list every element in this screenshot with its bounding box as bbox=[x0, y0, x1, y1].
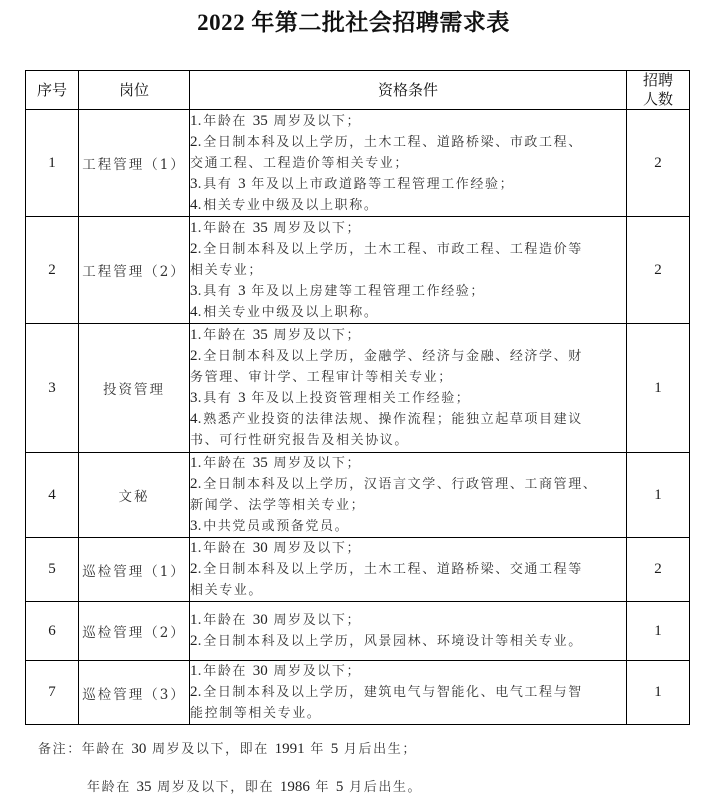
requirement-line: 3.具有 3 年及以上市政道路等工程管理工作经验； bbox=[190, 175, 515, 192]
cell-index: 7 bbox=[26, 661, 79, 725]
requirement-line: 新闻学、法学等相关专业； bbox=[190, 498, 366, 513]
cell-index: 4 bbox=[26, 453, 79, 538]
requirement-line: 1.年龄在 30 周岁及以下； bbox=[190, 540, 362, 556]
header-index: 序号 bbox=[26, 71, 79, 110]
requirement-line: 交通工程、工程造价等相关专业； bbox=[190, 155, 410, 171]
requirement-line: 3.具有 3 年及以上投资管理相关工作经验； bbox=[190, 390, 471, 406]
cell-index: 6 bbox=[26, 602, 79, 661]
cell-requirements bbox=[190, 661, 627, 725]
cell-count: 1 bbox=[627, 324, 690, 453]
cell-requirements bbox=[190, 324, 627, 453]
recruitment-table bbox=[25, 70, 690, 725]
cell-index: 1 bbox=[26, 110, 79, 217]
cell-count: 1 bbox=[627, 661, 690, 725]
cell-index: 2 bbox=[26, 217, 79, 324]
requirement-line: 2.全日制本科及以上学历，土木工程、道路桥梁、市政工程、 bbox=[190, 133, 583, 150]
requirement-line: 2.全日制本科及以上学历，金融学、经济与金融、经济学、财 bbox=[190, 348, 583, 364]
cell-position: 巡检管理（3） bbox=[79, 661, 190, 725]
requirement-line: 1.年龄在 30 周岁及以下； bbox=[190, 612, 362, 628]
requirement-line: 1.年龄在 35 周岁及以下； bbox=[190, 112, 362, 129]
header-count-line1: 招聘 bbox=[642, 71, 673, 89]
header-position: 岗位 bbox=[79, 71, 190, 110]
table-body bbox=[26, 110, 690, 725]
cell-requirements bbox=[190, 110, 627, 217]
cell-count: 2 bbox=[627, 538, 690, 602]
cell-position: 投资管理 bbox=[79, 324, 190, 453]
cell-requirements bbox=[190, 217, 627, 324]
cell-position: 工程管理（2） bbox=[79, 217, 190, 324]
table-row bbox=[26, 602, 690, 661]
cell-position: 工程管理（1） bbox=[79, 110, 190, 217]
header-count-line2: 人数 bbox=[642, 90, 673, 108]
cell-requirements bbox=[190, 538, 627, 602]
cell-count: 2 bbox=[627, 217, 690, 324]
requirement-line: 4.相关专业中级及以上职称。 bbox=[190, 196, 379, 213]
requirement-line: 相关专业。 bbox=[190, 583, 264, 598]
requirement-line: 书、可行性研究报告及相关协议。 bbox=[190, 433, 410, 448]
requirement-line: 相关专业； bbox=[190, 262, 264, 278]
table-row bbox=[26, 538, 690, 602]
requirement-line: 2.全日制本科及以上学历，风景园林、环境设计等相关专业。 bbox=[190, 633, 583, 649]
note-line-2: 年龄在 35 周岁及以下，即在 1986 年 5 月后出生。 bbox=[87, 779, 423, 795]
cell-requirements bbox=[190, 453, 627, 538]
table-row bbox=[26, 661, 690, 725]
requirement-line: 2.全日制本科及以上学历，土木工程、市政工程、工程造价等 bbox=[190, 240, 583, 257]
requirement-line: 4.相关专业中级及以上职称。 bbox=[190, 303, 379, 320]
table-row bbox=[26, 217, 690, 324]
cell-count: 1 bbox=[627, 602, 690, 661]
requirement-line: 1.年龄在 35 周岁及以下； bbox=[190, 219, 362, 236]
header-requirements: 资格条件 bbox=[190, 71, 627, 110]
requirement-line: 2.全日制本科及以上学历，土木工程、道路桥梁、交通工程等 bbox=[190, 561, 583, 577]
cell-count: 1 bbox=[627, 453, 690, 538]
requirement-line: 能控制等相关专业。 bbox=[190, 706, 322, 721]
note-line-1: 备注：年龄在 30 周岁及以下，即在 1991 年 5 月后出生； bbox=[38, 741, 417, 757]
page-title: 2022 年第二批社会招聘需求表 bbox=[197, 10, 510, 35]
requirement-line: 2.全日制本科及以上学历，建筑电气与智能化、电气工程与智 bbox=[190, 684, 583, 700]
requirement-line: 务管理、审计学、工程审计等相关专业； bbox=[190, 370, 453, 385]
cell-index: 3 bbox=[26, 324, 79, 453]
table-row bbox=[26, 324, 690, 453]
cell-requirements bbox=[190, 602, 627, 661]
table-row bbox=[26, 110, 690, 217]
table-header-row bbox=[26, 71, 690, 110]
cell-count: 2 bbox=[627, 110, 690, 217]
requirement-line: 3.中共党员或预备党员。 bbox=[190, 518, 350, 534]
requirement-line: 3.具有 3 年及以上房建等工程管理工作经验； bbox=[190, 282, 486, 299]
cell-position: 文秘 bbox=[79, 453, 190, 538]
requirement-line: 1.年龄在 35 周岁及以下； bbox=[190, 327, 362, 343]
requirement-line: 4.熟悉产业投资的法律法规、操作流程；能独立起草项目建议 bbox=[190, 411, 583, 427]
table-row bbox=[26, 453, 690, 538]
requirement-line: 1.年龄在 30 周岁及以下； bbox=[190, 663, 362, 679]
requirement-line: 2.全日制本科及以上学历，汉语言文学、行政管理、工商管理、 bbox=[190, 476, 598, 492]
header-count bbox=[627, 71, 690, 110]
cell-index: 5 bbox=[26, 538, 79, 602]
cell-position: 巡检管理（1） bbox=[79, 538, 190, 602]
requirement-line: 1.年龄在 35 周岁及以下； bbox=[190, 455, 362, 471]
cell-position: 巡检管理（2） bbox=[79, 602, 190, 661]
